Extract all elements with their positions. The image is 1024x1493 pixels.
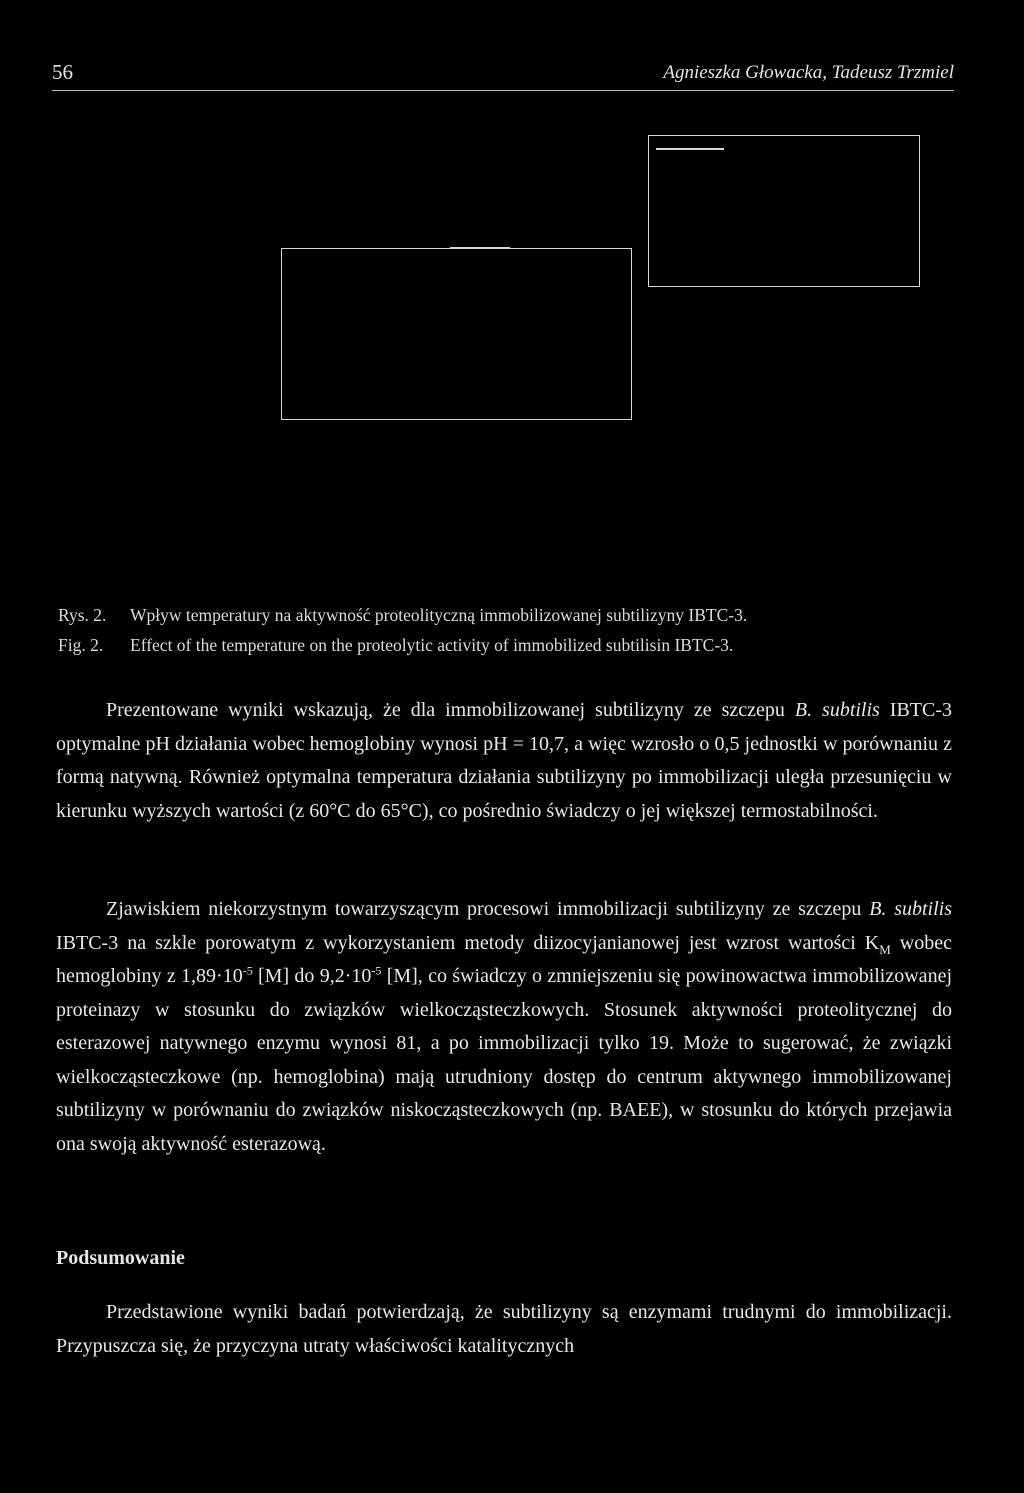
km-subscript: M [879,941,891,957]
caption-label-fig: Fig. 2. [58,635,104,655]
exponent-1: -5 [242,963,253,978]
figure-caption-pl [58,605,747,626]
exponent-2: -5 [371,963,382,978]
caption-label-rys: Rys. 2. [58,605,107,625]
paragraph-3 [56,1296,952,1363]
running-head: Agnieszka Głowacka, Tadeusz Trzmiel [663,62,954,83]
paragraph-2-part-b: IBTC-3 na szkle porowatym z wykorzystaniem metody diizocyjanianowej jest wzrost wartości K [56,931,880,954]
paragraph-1 [56,694,952,828]
figure-frame-right [648,135,920,287]
section-heading: Podsumowanie [56,1247,185,1269]
figure-frame-left [281,248,632,420]
caption-text-en: Effect of the temperature on the proteolytic activity of immobilized subtilisin IBTC-3. [130,635,734,655]
paragraph-2-part-d: [M] do 9,2·10 [252,965,372,987]
caption-text-pl: Wpływ temperatury na aktywność proteolityczną immobilizowanej subtilizyny IBTC-3. [130,605,748,625]
paragraph-2-part-e: [M], co świadczy o zmniejszeniu się powinowactwa immobilizowanej proteinazy w stosunku do związków wielkocząsteczkowych. Stosunek aktywności proteolitycznej do esterazowej natywnego enzymu wynosi 81, a po immobilizacji tylko 19. Może to sugerować, że związki wielkocząsteczkowe (np. hemoglobina) mają utrudniony dostęp do centrum aktywnego immobilizowanej subtilizyny w porównaniu do związków niskocząsteczkowych (np. BAEE), w stosunku do których przejawia ona swoją aktywność esterazową. [56,965,952,1155]
page-header [52,56,954,91]
species-name: B. subtilis [869,898,953,920]
figure-mark-left [450,247,510,249]
page-number: 56 [52,60,73,84]
species-name: B. subtilis [794,699,880,721]
paragraph-1-part-a: Prezentowane wyniki wskazują, że dla immobilizowanej subtilizyny ze szczepu [106,699,795,721]
paragraph-2 [56,893,952,1161]
figure-caption-en [58,635,733,656]
paragraph-1-part-b: IBTC-3 optymalne pH działania wobec hemoglobiny wynosi pH = 10,7, a więc wzrosło o 0,5 jednostki w porównaniu z formą natywną. Również optymalna temperatura działania subtilizyny po immobilizacji uległa przesunięciu w kierunku wyższych wartości (z 60°C do 65°C), co pośrednio świadczy o jej większej termostabilności. [56,699,953,822]
paragraph-3-text: Przedstawione wyniki badań potwierdzają, że subtilizyny są enzymami trudnymi do immobilizacji. Przypuszcza się, że przyczyna utraty właściwości katalitycznych [56,1301,952,1357]
paragraph-2-part-c: wobec hemoglobiny z 1,89·10 [56,931,952,987]
paragraph-2-part-a: Zjawiskiem niekorzystnym towarzyszącym procesowi immobilizacji subtilizyny ze szczepu [106,898,870,920]
figure-mark-right [656,148,724,150]
